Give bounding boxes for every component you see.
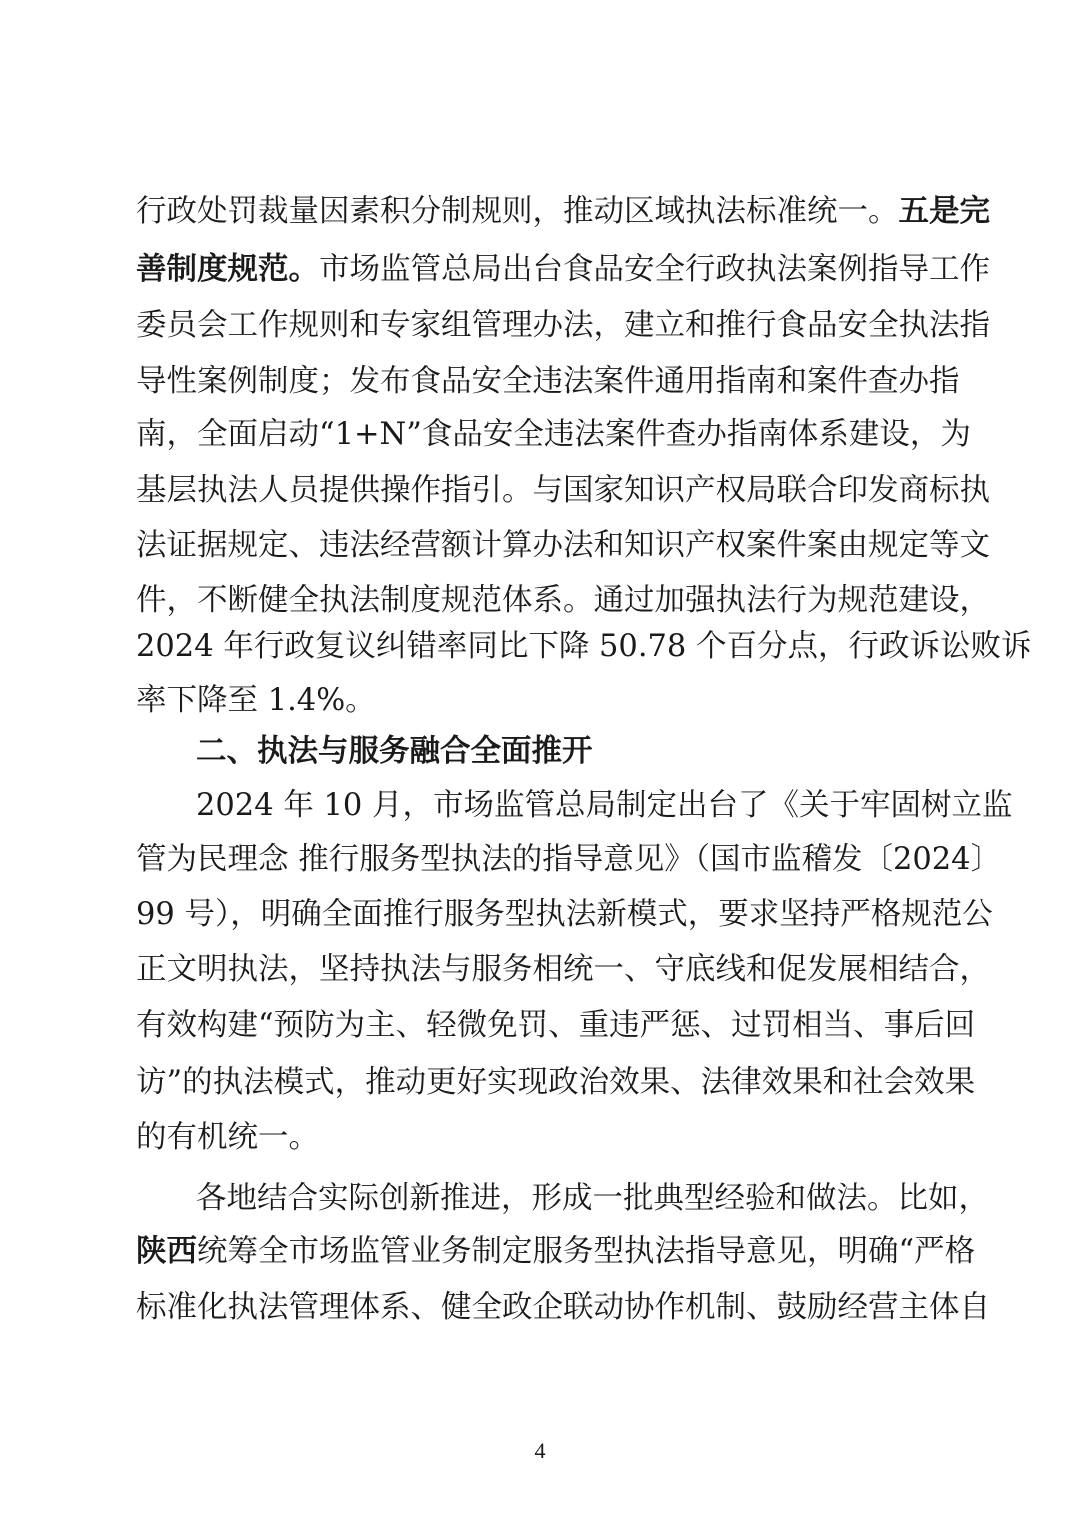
p2-line-7: 的有机统一。 bbox=[136, 1120, 319, 1155]
p1-bold-phrase-end: 善制度规范。 bbox=[136, 252, 319, 287]
p1-bold-phrase-start: 五是完 bbox=[898, 194, 990, 229]
p1-line-10: 率下降至 1.4%。 bbox=[136, 683, 376, 718]
p1-line-1 bbox=[136, 187, 990, 237]
p2-line-5: 有效构建“预防为主、轻微免罚、重违严惩、过罚相当、事后回 bbox=[136, 1008, 976, 1043]
section-heading: 二、执法与服务融合全面推开 bbox=[196, 734, 593, 769]
p2-line-1: 2024 年 10 月，市场监管总局制定出台了《关于牢固树立监 bbox=[196, 788, 1013, 823]
p1-line-9: 2024 年行政复议纠错率同比下降 50.78 个百分点，行政诉讼败诉 bbox=[136, 629, 1032, 664]
page-number: 4 bbox=[534, 1438, 546, 1463]
p1-line-2-text: 市场监管总局出台食品安全行政执法案例指导工作 bbox=[319, 252, 990, 287]
p2-line-3: 99 号），明确全面推行服务型执法新模式，要求坚持严格规范公 bbox=[136, 897, 993, 932]
p3-line-3: 标准化执法管理体系、健全政企联动协作机制、鼓励经营主体自 bbox=[136, 1290, 990, 1325]
p2-line-4: 正文明执法，坚持执法与服务相统一、守底线和促发展相结合， bbox=[136, 952, 990, 987]
p1-line-1-text: 行政处罚裁量因素积分制规则，推动区域执法标准统一。 bbox=[136, 194, 899, 229]
p1-line-5: 南，全面启动“1+N”食品安全违法案件查办指南体系建设，为 bbox=[136, 417, 971, 452]
p3-line-1: 各地结合实际创新推进，形成一批典型经验和做法。比如， bbox=[196, 1181, 989, 1216]
p1-line-2 bbox=[136, 245, 990, 295]
p3-bold-region: 陕西 bbox=[136, 1234, 197, 1269]
p3-line-2 bbox=[136, 1227, 976, 1277]
p1-line-3: 委员会工作规则和专家组管理办法，建立和推行食品安全执法指 bbox=[136, 308, 990, 343]
p2-line-6: 访”的执法模式，推动更好实现政治效果、法律效果和社会效果 bbox=[136, 1065, 976, 1100]
p2-line-2: 管为民理念 推行服务型执法的指导意见》（国市监稽发〔2024〕 bbox=[136, 842, 1002, 877]
p3-line-2-text: 统筹全市场监管业务制定服务型执法指导意见，明确“严格 bbox=[197, 1234, 976, 1269]
p1-line-8: 件，不断健全执法制度规范体系。通过加强执法行为规范建设， bbox=[136, 583, 990, 618]
p1-line-7: 法证据规定、违法经营额计算办法和知识产权案件案由规定等文 bbox=[136, 528, 990, 563]
p1-line-6: 基层执法人员提供操作指引。与国家知识产权局联合印发商标执 bbox=[136, 473, 990, 508]
p1-line-4: 导性案例制度；发布食品安全违法案件通用指南和案件查办指 bbox=[136, 364, 960, 399]
